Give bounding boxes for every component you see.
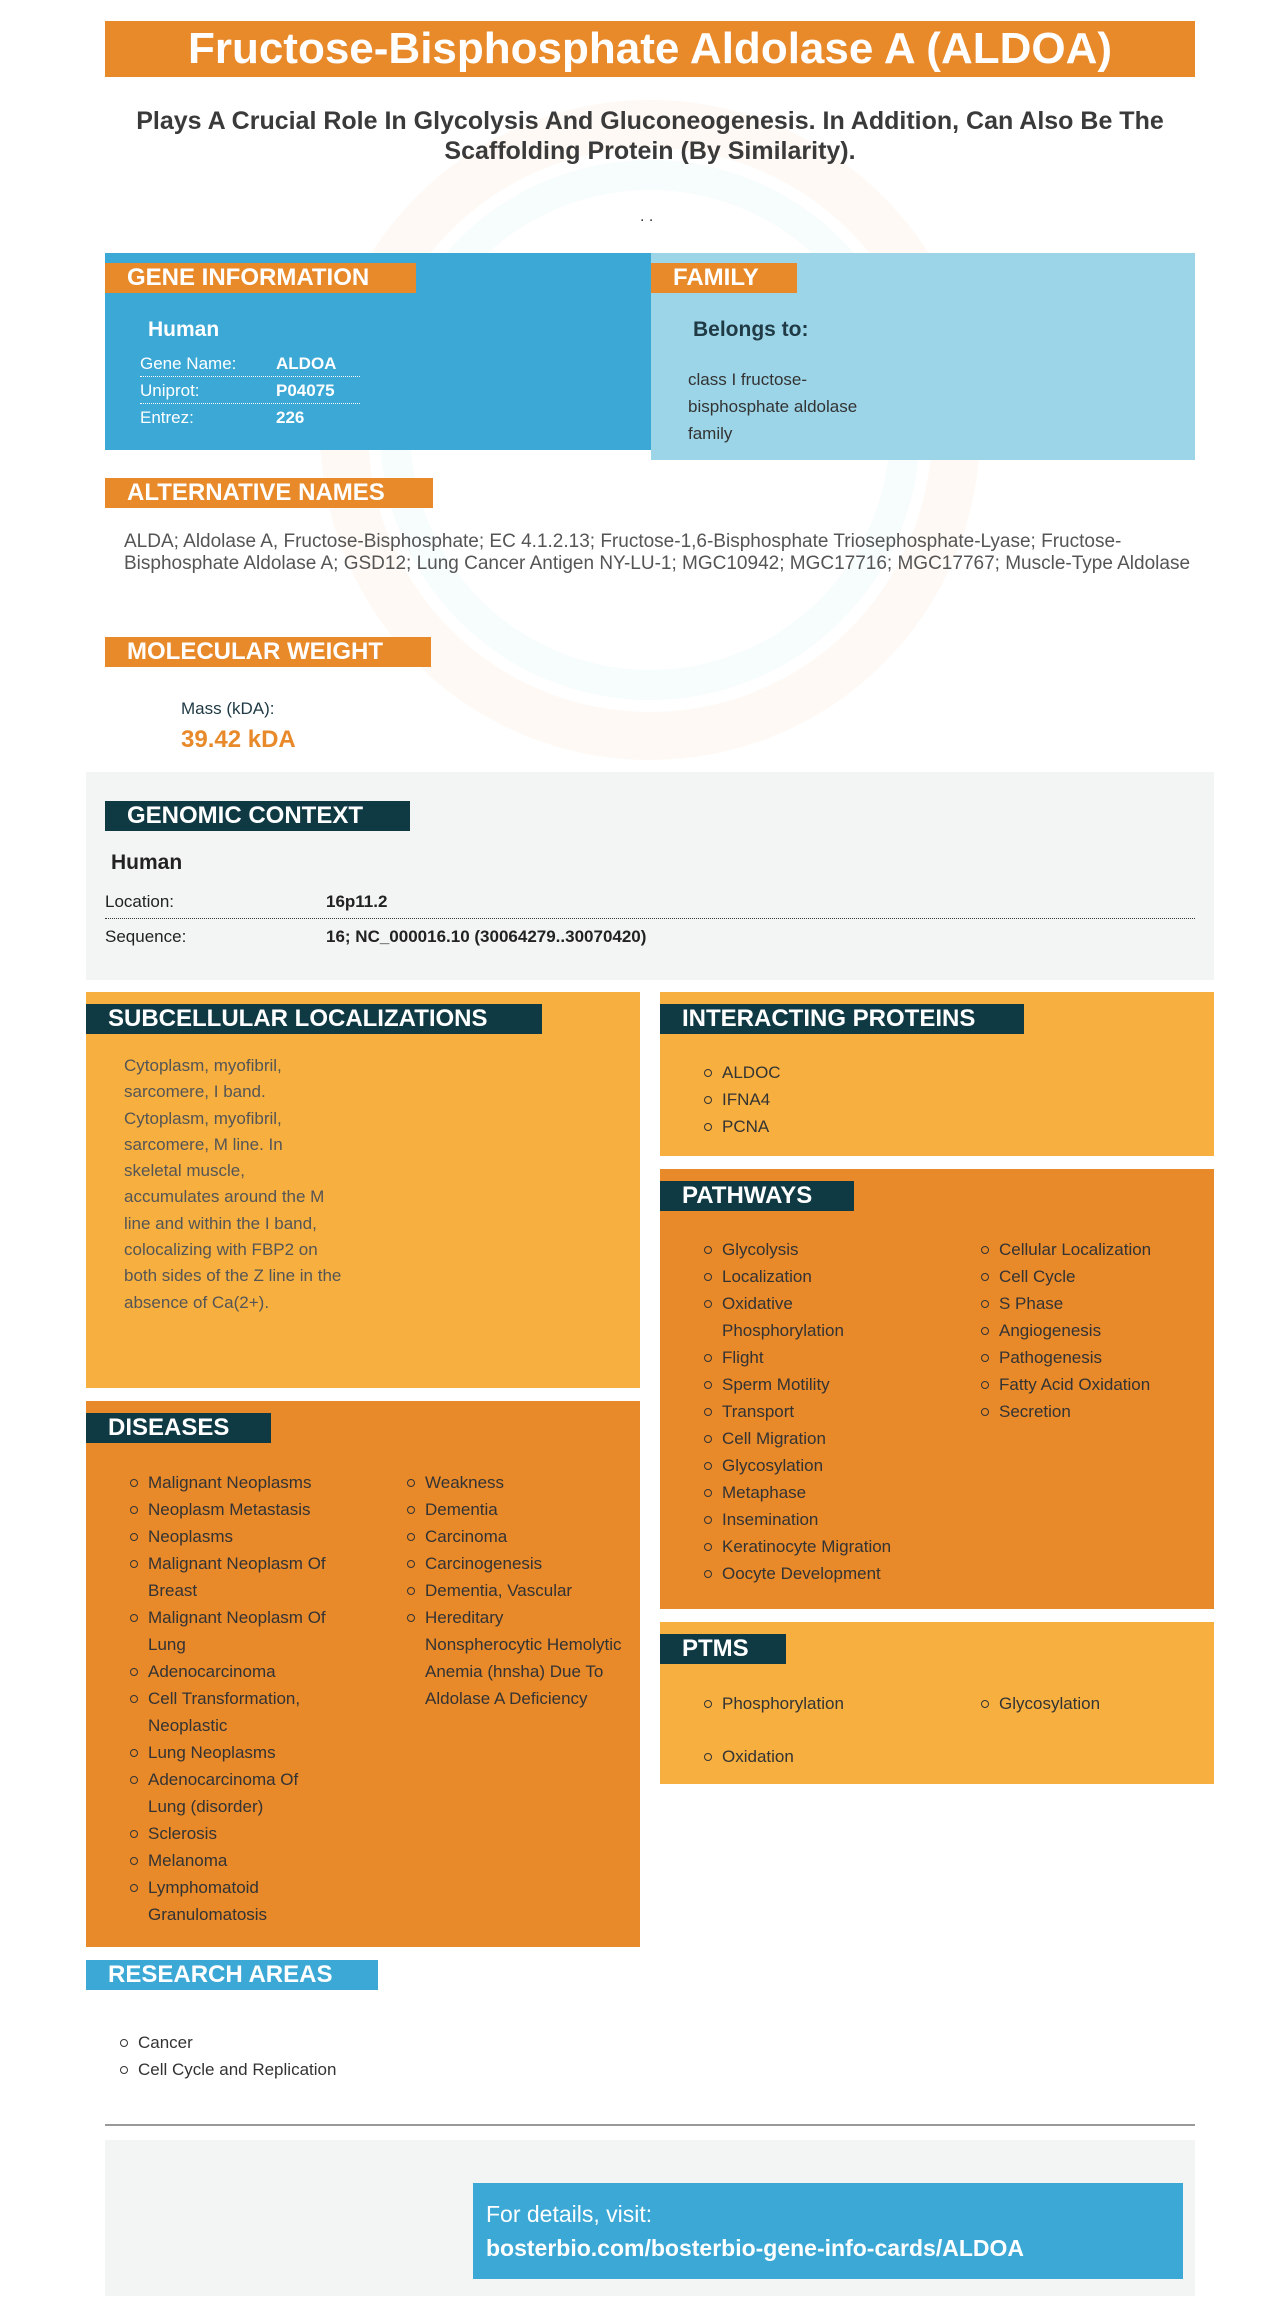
interacting-proteins-heading: INTERACTING PROTEINS xyxy=(660,1004,1024,1034)
list-item: Cell Migration xyxy=(704,1425,944,1452)
subcellular-text: Cytoplasm, myofibril, sarcomere, I band. Cytoplasm, myofibril, sarcomere, M line. In skeletal muscle, accumulates around the M line and within the I band, colocalizing with FBP2 on both sides of the Z line in the absence of Ca(2+). xyxy=(124,1056,342,1312)
list-item: Lung Neoplasms xyxy=(130,1739,360,1766)
list-item: Neoplasm Metastasis xyxy=(130,1496,360,1523)
list-item: Insemination xyxy=(704,1506,944,1533)
list-item: Dementia xyxy=(407,1496,627,1523)
list-item: Cellular Localization xyxy=(981,1236,1201,1263)
pathways-list-col2 xyxy=(981,1236,1201,1425)
belongs-to-label: Belongs to: xyxy=(693,318,809,341)
details-link-box[interactable] xyxy=(473,2183,1183,2279)
genomic-location-key: Location: xyxy=(105,892,174,911)
separator-dots: . . xyxy=(640,208,654,225)
list-item: Weakness xyxy=(407,1469,627,1496)
ptms-heading: PTMS xyxy=(660,1634,786,1664)
list-item: Glycolysis xyxy=(704,1236,944,1263)
family-text: class I fructose-bisphosphate aldolase family xyxy=(688,370,858,443)
genomic-location-row xyxy=(105,885,1195,919)
molecular-weight-heading: MOLECULAR WEIGHT xyxy=(105,637,431,667)
gene-row-uniprot xyxy=(140,377,360,404)
list-item: Oocyte Development xyxy=(704,1560,944,1587)
list-item: Metaphase xyxy=(704,1479,944,1506)
details-label: For details, visit: xyxy=(486,2201,653,2227)
gene-info-table xyxy=(140,350,360,431)
list-item: Oxidative Phosphorylation xyxy=(704,1290,864,1344)
ptms-list-col1 xyxy=(704,1690,944,1770)
list-item: Melanoma xyxy=(130,1847,360,1874)
gene-value: 226 xyxy=(276,408,305,427)
diseases-heading: DISEASES xyxy=(86,1413,271,1443)
genomic-location-value: 16p11.2 xyxy=(326,892,388,911)
list-item: Dementia, Vascular xyxy=(407,1577,627,1604)
list-item: Cell Cycle and Replication xyxy=(120,2056,336,2083)
list-item: Keratinocyte Migration xyxy=(704,1533,944,1560)
list-item: Angiogenesis xyxy=(981,1317,1201,1344)
gene-row-entrez xyxy=(140,404,360,431)
genomic-species: Human xyxy=(111,851,183,874)
genomic-sequence-row xyxy=(105,920,1195,954)
list-item: Fatty Acid Oxidation xyxy=(981,1371,1201,1398)
research-areas-heading: RESEARCH AREAS xyxy=(86,1960,378,1990)
list-item: Flight xyxy=(704,1344,944,1371)
list-item: Oxidation xyxy=(704,1743,944,1770)
ptms-list-col2 xyxy=(981,1690,1181,1717)
list-item: Hereditary Nonspherocytic Hemolytic Anemia (hnsha) Due To Aldolase A Deficiency xyxy=(407,1604,622,1712)
gene-row-name xyxy=(140,350,360,377)
list-item: Cell Cycle xyxy=(981,1263,1201,1290)
genomic-sequence-key: Sequence: xyxy=(105,927,187,946)
list-item: Glycosylation xyxy=(704,1452,944,1479)
gene-species: Human xyxy=(148,318,220,341)
footer-divider xyxy=(105,2124,1195,2126)
list-item: Cancer xyxy=(120,2029,336,2056)
list-item: S Phase xyxy=(981,1290,1201,1317)
list-item: Glycosylation xyxy=(981,1690,1181,1717)
research-areas-list xyxy=(120,2029,336,2083)
subcellular-heading: SUBCELLULAR LOCALIZATIONS xyxy=(86,1004,542,1034)
list-item: Transport xyxy=(704,1398,944,1425)
mass-value: 39.42 kDA xyxy=(181,726,296,753)
genomic-context-heading: GENOMIC CONTEXT xyxy=(105,801,410,831)
list-item: Phosphorylation xyxy=(704,1690,944,1717)
diseases-list-col2 xyxy=(407,1469,627,1712)
list-item: Adenocarcinoma xyxy=(130,1658,360,1685)
alternative-names-text: ALDA; Aldolase A, Fructose-Bisphosphate; EC 4.1.2.13; Fructose-1,6-Bisphosphate Triosephosphate-Lyase; Fructose-Bisphosphate Aldolase A; GSD12; Lung Cancer Antigen NY-LU-1; MGC10942; MGC17716; MGC17767; Muscle-Type Aldolase xyxy=(124,531,1191,574)
list-item: Carcinoma xyxy=(407,1523,627,1550)
gene-key: Uniprot: xyxy=(140,381,200,400)
list-item: ALDOC xyxy=(704,1059,781,1086)
gene-information-heading: GENE INFORMATION xyxy=(105,263,416,293)
pathways-heading: PATHWAYS xyxy=(660,1181,854,1211)
list-item: Sperm Motility xyxy=(704,1371,944,1398)
list-item: Sclerosis xyxy=(130,1820,360,1847)
list-item: Malignant Neoplasms xyxy=(130,1469,360,1496)
list-item: Secretion xyxy=(981,1398,1201,1425)
alternative-names-heading: ALTERNATIVE NAMES xyxy=(105,478,433,508)
list-item: IFNA4 xyxy=(704,1086,781,1113)
gene-value: ALDOA xyxy=(276,354,337,373)
pathways-list-col1 xyxy=(704,1236,944,1587)
gene-key: Entrez: xyxy=(140,408,194,427)
family-heading: FAMILY xyxy=(651,263,797,293)
page-subtitle: Plays A Crucial Role In Glycolysis And Gluconeogenesis. In Addition, Can Also Be The Scaffolding Protein (By Similarity). xyxy=(136,107,1164,165)
interacting-proteins-list xyxy=(704,1059,781,1140)
mass-label: Mass (kDA): xyxy=(181,699,275,718)
list-item: Cell Transformation, Neoplastic xyxy=(130,1685,340,1739)
list-item: Localization xyxy=(704,1263,944,1290)
list-item: Malignant Neoplasm Of Breast xyxy=(130,1550,340,1604)
gene-value: P04075 xyxy=(276,381,335,400)
list-item: PCNA xyxy=(704,1113,781,1140)
details-url-link[interactable]: bosterbio.com/bosterbio-gene-info-cards/ALDOA xyxy=(486,2235,1024,2261)
gene-key: Gene Name: xyxy=(140,354,237,373)
list-item: Adenocarcinoma Of Lung (disorder) xyxy=(130,1766,340,1820)
page-title: Fructose-Bisphosphate Aldolase A (ALDOA) xyxy=(105,21,1195,77)
diseases-list-col1 xyxy=(130,1469,360,1928)
genomic-sequence-value: 16; NC_000016.10 (30064279..30070420) xyxy=(326,927,647,946)
list-item: Lymphomatoid Granulomatosis xyxy=(130,1874,310,1928)
list-item: Malignant Neoplasm Of Lung xyxy=(130,1604,340,1658)
list-item: Carcinogenesis xyxy=(407,1550,627,1577)
list-item: Neoplasms xyxy=(130,1523,360,1550)
list-item: Pathogenesis xyxy=(981,1344,1201,1371)
